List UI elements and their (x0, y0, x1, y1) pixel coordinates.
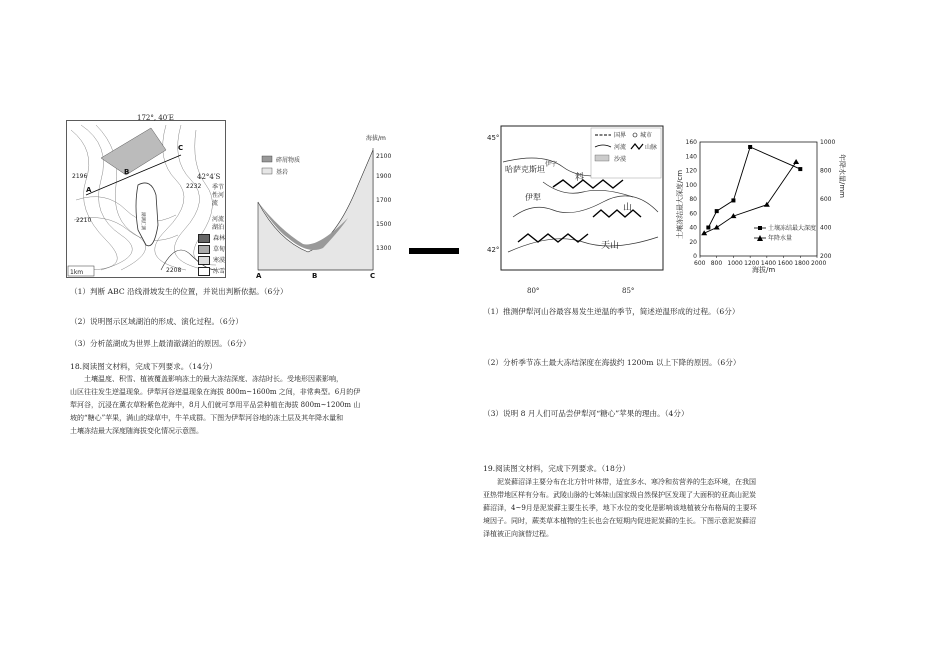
map2-legend-mountain: 山脉 (645, 144, 658, 151)
map2-place-yining: 伊宁 (545, 161, 558, 168)
profile-yticks (376, 153, 391, 252)
q18-part2: （2）分析季节冻土最大冻结深度在海拔约 1200m 以上下降的原因。（6分） (483, 358, 741, 367)
map1-point-a: A (86, 186, 92, 194)
chart2-legend-precip: 年降水量 (768, 235, 793, 242)
frozen-depth-point (731, 198, 735, 202)
map2-lon-left: 80° (527, 287, 540, 295)
map2-place-liao: 料 (575, 173, 585, 183)
chart2-xtick-label: 1000 (727, 260, 743, 267)
legend-ice-snow-swatch (198, 267, 210, 276)
q18-line-1: 土壤温度、积雪、植被覆盖影响冻土的最大冻结深度、冻结时长。受地形因素影响， (84, 375, 343, 383)
terrain-profile (248, 130, 398, 280)
map2-legend-city: 城市 (640, 132, 653, 139)
profile-xtick-a: A (256, 272, 262, 280)
precipitation-point (793, 159, 799, 164)
legend-seasonal-river: 季节性河流 (212, 184, 225, 207)
map2-place-shan: 山 (623, 203, 633, 213)
profile-ytick-1300: 1300 (376, 245, 392, 252)
frozen-depth-line (708, 147, 800, 228)
chart2-xtick-label: 800 (710, 260, 723, 267)
legend-forest-swatch (198, 234, 210, 243)
legend-cold-desert: 寒漠 (213, 256, 226, 264)
map1-lake-label: 潮湖汇湖 (140, 212, 145, 230)
chart2-xtick-label: 1800 (794, 260, 810, 267)
chart2-ytick-right-label: 800 (820, 167, 832, 175)
chart2-xlabel: 海拔/m (752, 266, 776, 274)
q19-line-5: 泽植被正向演替过程。 (483, 530, 553, 538)
chart2-xtick-label: 2000 (811, 260, 827, 267)
chart2-ytick-left-label: 20 (689, 238, 697, 246)
chart2-ytick-left-label: 100 (685, 181, 697, 189)
chart2-ytick-left-label: 80 (689, 196, 697, 203)
chart2-ytick-right-label: 600 (820, 196, 832, 203)
q18-title: 18.阅读图文材料，完成下列要求。（14分） (70, 362, 218, 371)
map2-lat-bottom: 42° (487, 246, 500, 254)
profile-ylabel: 海拔/m (366, 135, 386, 142)
map2-legend-border: 国界 (614, 132, 627, 139)
chart2-legend (754, 224, 816, 242)
chart2-ytick-left-label: 160 (685, 139, 697, 146)
chart2-ytick-left-label: 40 (689, 224, 697, 232)
q19-line-1: 泥炭藓沼泽主要分布在北方针叶林带，适宜多水、寒冷和贫营养的生态环境，在我国 (497, 478, 756, 486)
map2-legend-desert: 沙漠 (614, 156, 627, 163)
q19-line-3: 藓沼泽，4~9月是泥炭藓主要生长季，地下水位的变化是影响该地植被分布格局的主要环 (483, 504, 757, 512)
chart2-xtick-label: 600 (694, 260, 706, 267)
chart2-ylabel-left: 土壤冻结最大深度/cm (676, 169, 684, 239)
chart2-ytick-right-label: 1000 (820, 139, 836, 146)
profile-ytick-1900: 1900 (376, 173, 392, 180)
chart2-ytick-right-label: 200 (820, 253, 832, 260)
profile-ytick-1700: 1700 (376, 197, 392, 204)
map2-place-ili: 伊犁 (525, 193, 541, 202)
profile-xtick-c: C (370, 272, 376, 280)
map2-place-tianshan: 天山 (601, 241, 620, 251)
q19-passage (483, 476, 818, 541)
legend-ice-snow: 冰雪 (213, 267, 226, 275)
q18-part1: （1）推测伊犁河山谷最容易发生逆温的季节，简述逆温形成的过程。（6分） (483, 307, 740, 316)
map2-legend-river: 河流 (614, 144, 627, 151)
chart2-ytick-right-label: 400 (820, 224, 832, 232)
q18-line-4: 坡的“糖心”苹果，满山的绿草中，牛羊成群。下图为伊犁河谷地的冻土层及其年降水量和 (70, 414, 344, 422)
map1-point-c: C (178, 144, 184, 152)
map1-elev-2: 2232 (186, 183, 202, 190)
q17-part3: （3）分析蓝湖成为世界上最清澈湖泊的原因。（6分） (70, 339, 251, 348)
map1-latitude: 42°4′S (197, 173, 221, 181)
frozen-depth-point (706, 226, 710, 230)
legend-cold-desert-swatch (198, 256, 210, 265)
chart2-ytick-left-label: 140 (685, 153, 697, 161)
profile-ytick-2100: 2100 (376, 153, 392, 160)
ili-valley-map (483, 122, 668, 280)
q17-part1: （1）判断 ABC 沿线滑坡发生的位置，并说出判断依据。（6分） (70, 287, 288, 296)
profile-xtick-b: B (312, 272, 318, 280)
legend-meadow-swatch (198, 245, 210, 254)
precipitation-point (764, 202, 770, 207)
map1-point-b: B (124, 168, 130, 176)
precipitation-point (714, 225, 720, 230)
frozen-depth-point (798, 167, 802, 171)
map1-longitude: 172°, 40′E (137, 114, 174, 122)
map1-legend (198, 184, 230, 276)
page-divider (409, 248, 459, 254)
q18-part3: （3）说明 8 月人们可品尝伊犁河“糖心”苹果的理由。（4分） (483, 409, 689, 418)
map2-lat-top: 45° (487, 134, 500, 142)
frozen-depth-point (715, 209, 719, 213)
map1-scale: 1km (70, 269, 84, 276)
q17-part2: （2）说明图示区域湖泊的形成、演化过程。（6分） (70, 317, 243, 326)
legend-river-lake: 河流湖泊 (212, 216, 225, 231)
chart2-ytick-left-label: 120 (685, 167, 697, 175)
map2-place-kazakhstan: 哈萨克斯坦 (505, 165, 545, 174)
q18-line-3: 犁河谷，沉浸在薰衣草粉紫色花海中，8月人们就可享用平品尝种植在海拔 800m~1200m 山 (70, 401, 361, 409)
legend-forest: 森林 (213, 234, 226, 242)
profile-legend-bedrock: 基岩 (276, 169, 289, 176)
q19-line-4: 境因子。同时，蕨类草本植物的生长也会在短期内促进泥炭藓的生长。下图示意泥炭藓沼 (483, 517, 756, 525)
profile-ytick-1500: 1500 (376, 221, 392, 228)
chart2-ytick-left-label: 60 (689, 210, 697, 218)
profile-legend-debris: 碎屑物质 (276, 157, 301, 164)
legend-meadow: 草甸 (213, 245, 226, 253)
q19-line-2: 亚热带地区样有分布。武陵山脉的七姊妹山国家级自然保护区发现了大面积的亚高山泥炭 (483, 491, 756, 499)
chart2-xtick-label: 1600 (777, 260, 793, 267)
chart2-xtick-label: 1400 (760, 260, 777, 267)
chart2-xtick-label: 1200 (744, 260, 760, 267)
map1-elev-4: 2208 (166, 267, 182, 274)
chart2-legend-frozen-marker (758, 226, 762, 230)
chart2-ytick-left-label: 0 (693, 253, 697, 260)
precipitation-line (704, 162, 796, 233)
chart2-ylabel-right: 年降水量/mm (838, 154, 846, 198)
map1-elev-1: 2196 (72, 173, 88, 180)
q18-line-5: 土壤冻结最大深度随海拔变化情况示意图。 (70, 427, 203, 435)
frozen-depth-point (748, 145, 752, 149)
q18-passage (70, 373, 405, 438)
q19-title: 19.阅读图文材料，完成下列要求。（18分） (483, 464, 631, 473)
q18-line-2: 山区往往发生逆温现象。伊犁河谷逆温现象在海拔 800m~1600m 之间，非常典型。6月的伊 (70, 388, 361, 396)
map1-elev-3: 2210 (76, 217, 92, 224)
map2-lon-right: 85° (622, 287, 635, 295)
chart2-legend-frozen: 土壤冻结最大深度 (768, 225, 817, 232)
frozen-depth-precipitation-chart (672, 124, 846, 274)
